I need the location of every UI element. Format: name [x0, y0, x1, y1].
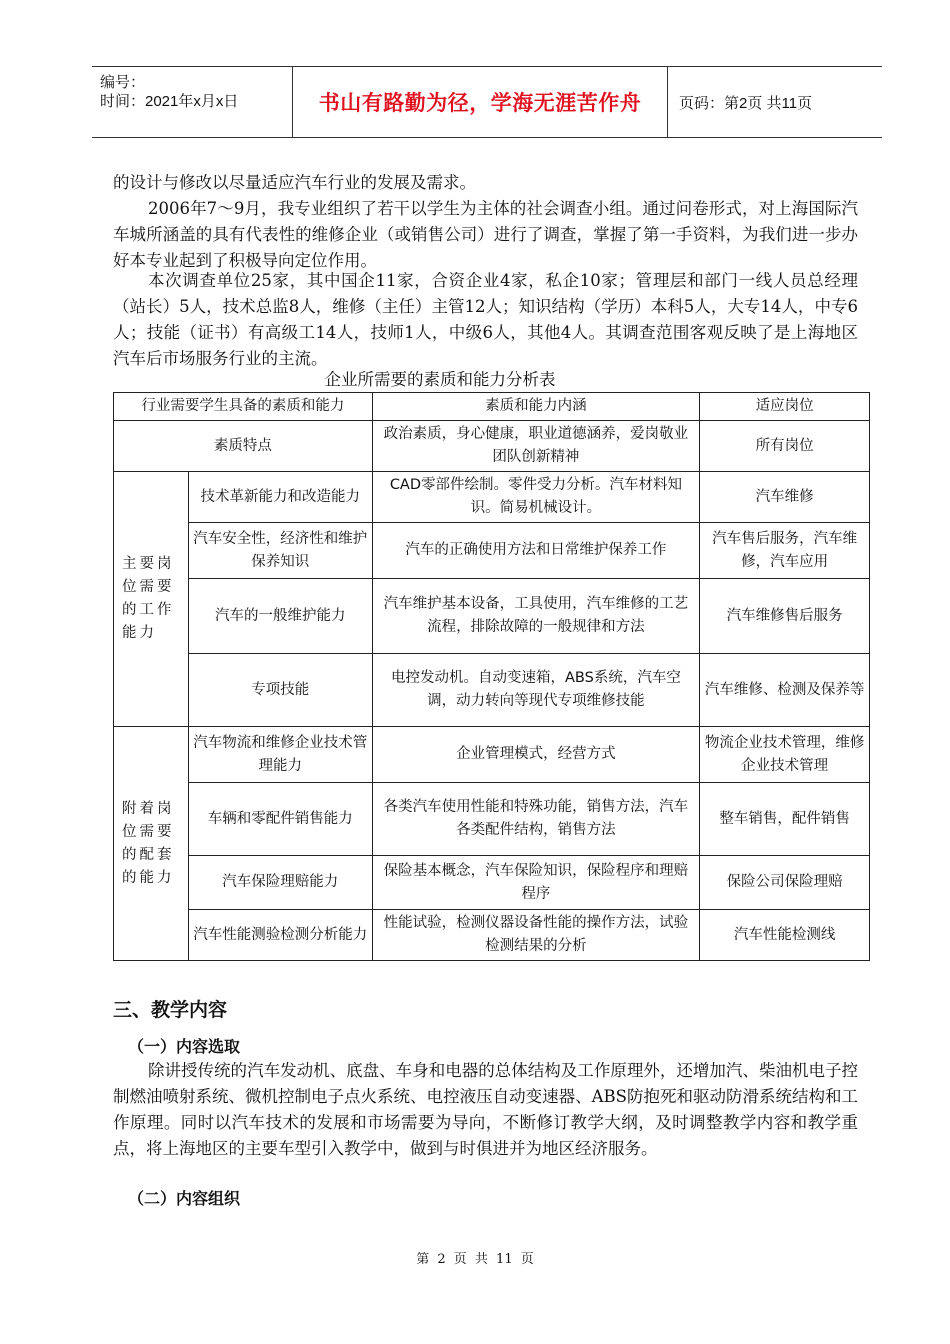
content-cell: 汽车的正确使用方法和日常维护保养工作: [372, 523, 700, 579]
table-row: [114, 856, 870, 910]
paragraph-2: 2006年7～9月，我专业组织了若干以学生为主体的社会调查小组。通过问卷形式，对上海国际汽车城所涵盖的具有代表性的维修企业（或销售公司）进行了调查，掌握了第一手资料，为我们进一步办好本专业起到了积极导向定位作用。: [113, 199, 858, 270]
group-cell: 主要岗位需要的工作能力: [114, 472, 189, 727]
post-cell: 汽车售后服务，汽车维修，汽车应用: [700, 523, 870, 579]
ability-cell: 汽车安全性，经济性和维护保养知识: [188, 523, 372, 579]
subsection-title-2: （二）内容组织: [128, 1189, 241, 1208]
header-page: 页码：第2页 共11页: [679, 94, 813, 112]
content-cell: 电控发动机。自动变速箱，ABS系统，汽车空调，动力转向等现代专项维修技能: [372, 654, 700, 727]
page-header: [92, 66, 882, 138]
content-cell: CAD零部件绘制。零件受力分析。汽车材料知识。简易机械设计。: [372, 472, 700, 523]
header-time: 时间：2021年x月x日: [100, 93, 239, 110]
ability-cell: 技术革新能力和改造能力: [188, 472, 372, 523]
ability-cell: 汽车物流和维修企业技术管理能力: [188, 727, 372, 783]
content-cell: 政治素质，身心健康，职业道德涵养，爱岗敬业团队创新精神: [372, 421, 700, 472]
header-meta: [92, 67, 292, 137]
ability-cell: 汽车保险理赔能力: [188, 856, 372, 910]
group-cell: 附着岗位需要的配套的能力: [114, 727, 189, 961]
paragraph-3: 本次调查单位25家，其中国企11家，合资企业4家，私企10家；管理层和部门一线人员总经理（站长）5人，技术总监8人，维修（主任）主管12人；知识结构（学历）本科5人，大专14人，中专6人；技能（证书）有高级工14人，技师1人，中级6人，其他4人。其调查范围客观反映了是上海地区汽车后市场服务行业的主流。: [113, 271, 858, 368]
table-row: [114, 727, 870, 783]
header-number: 编号：: [100, 74, 146, 91]
table-row: [114, 579, 870, 654]
post-cell: 汽车维修: [700, 472, 870, 523]
table-row: [114, 421, 870, 472]
table-row: [114, 910, 870, 961]
ability-table: [113, 392, 870, 961]
ability-cell: 车辆和零配件销售能力: [188, 783, 372, 856]
table-row: [114, 783, 870, 856]
post-cell: 物流企业技术管理，维修企业技术管理: [700, 727, 870, 783]
subsection-title-1: （一）内容选取: [128, 1037, 241, 1056]
table-row: [114, 472, 870, 523]
header-motto: 书山有路勤为径，学海无涯苦作舟: [292, 67, 668, 137]
post-cell: 保险公司保险理赔: [700, 856, 870, 910]
paragraph-1: 的设计与修改以尽量适应汽车行业的发展及需求。: [113, 173, 476, 192]
post-cell: 汽车维修售后服务: [700, 579, 870, 654]
post-cell: 汽车性能检测线: [700, 910, 870, 961]
table-header-cell: 行业需要学生具备的素质和能力: [114, 393, 373, 421]
content-cell: 企业管理模式，经营方式: [372, 727, 700, 783]
table-header-row: [114, 393, 870, 421]
table-header-cell: 素质和能力内涵: [372, 393, 700, 421]
table-row: [114, 523, 870, 579]
table-caption: 企业所需要的素质和能力分析表: [324, 370, 556, 389]
ability-cell: 汽车的一般维护能力: [188, 579, 372, 654]
post-cell: 所有岗位: [700, 421, 870, 472]
quality-name-cell: 素质特点: [114, 421, 373, 472]
ability-cell: 汽车性能测验检测分析能力: [188, 910, 372, 961]
section-title: 三、教学内容: [113, 999, 228, 1021]
table-row: [114, 654, 870, 727]
page-footer: 第 2 页 共 11 页: [416, 1252, 534, 1267]
post-cell: 汽车维修、检测及保养等: [700, 654, 870, 727]
ability-cell: 专项技能: [188, 654, 372, 727]
post-cell: 整车销售，配件销售: [700, 783, 870, 856]
content-cell: 性能试验，检测仪器设备性能的操作方法，试验检测结果的分析: [372, 910, 700, 961]
table-header-cell: 适应岗位: [700, 393, 870, 421]
content-cell: 汽车维护基本设备，工具使用，汽车维修的工艺流程，排除故障的一般规律和方法: [372, 579, 700, 654]
content-cell: 各类汽车使用性能和特殊功能，销售方法，汽车各类配件结构，销售方法: [372, 783, 700, 856]
content-cell: 保险基本概念，汽车保险知识，保险程序和理赔程序: [372, 856, 700, 910]
paragraph-content-selection: 除讲授传统的汽车发动机、底盘、车身和电器的总体结构及工作原理外，还增加汽、柴油机电子控制燃油喷射系统、微机控制电子点火系统、电控液压自动变速器、ABS防抱死和驱动防滑系统结构和工作原理。同时以汽车技术的发展和市场需要为导向，不断修订教学大纲，及时调整教学内容和教学重点，将上海地区的主要车型引入教学中，做到与时俱进并为地区经济服务。: [113, 1061, 858, 1158]
